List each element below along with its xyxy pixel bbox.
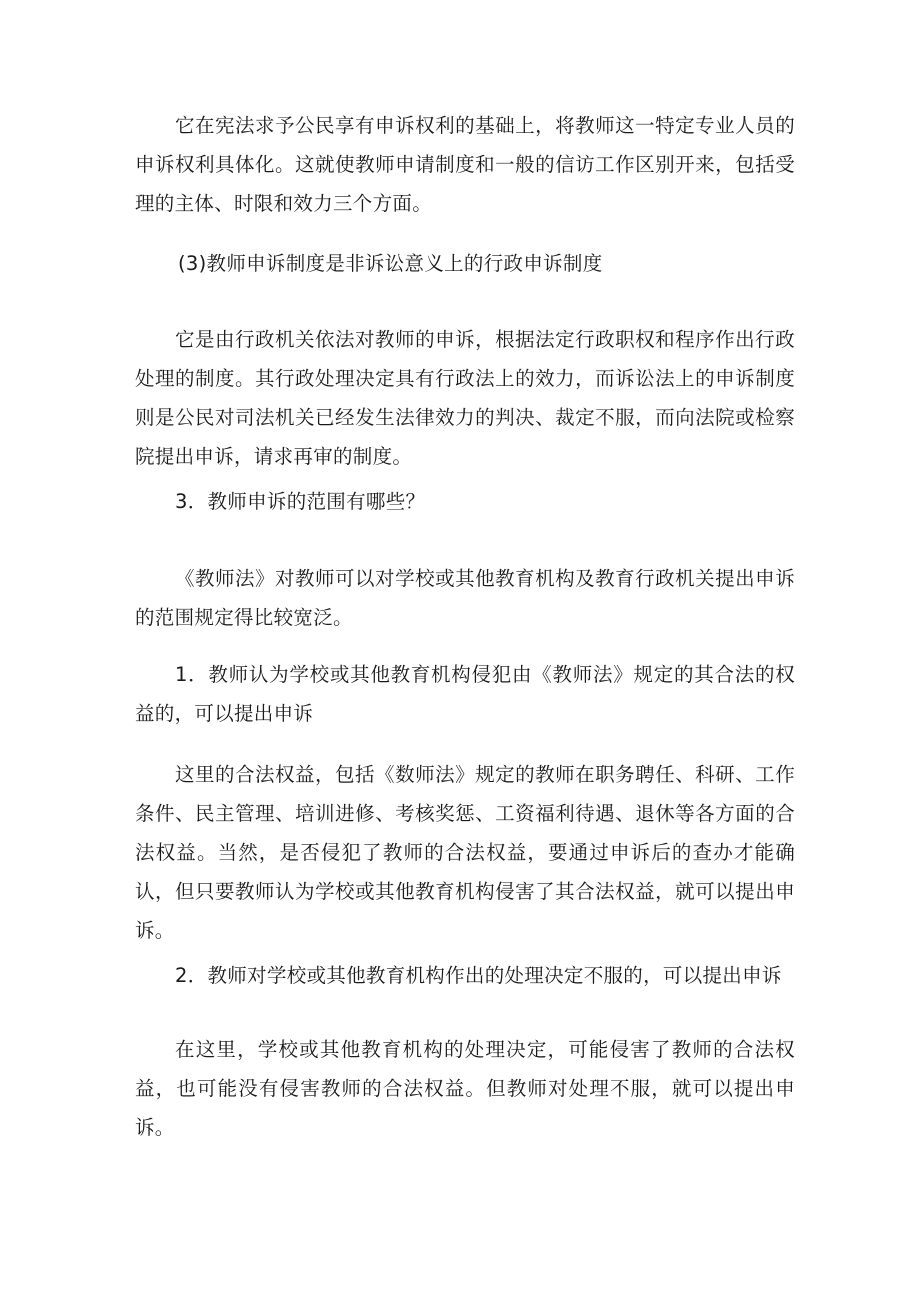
paragraph-scope: 《教师法》对教师可以对学校或其他教育机构及教育行政机关提出申诉的范围规定得比较宽泛。 (135, 567, 795, 629)
heading-item-1: 1．教师认为学校或其他教育机构侵犯由《教师法》规定的其合法的权益的，可以提出申诉 (135, 663, 795, 725)
paragraph-legal-rights: 这里的合法权益，包括《数师法》规定的教师在职务聘任、科研、工作条件、民主管理、培训进修、考核奖惩、工资福利待遇、退休等各方面的合法权益。当然，是否侵犯了教师的合法权益，要通过申诉后的查办才能确认，但只要教师认为学校或其他教育机构侵害了其合法权益，就可以提出申诉。 (135, 763, 795, 942)
paragraph-intro: 它在宪法求予公民享有申诉权利的基础上，将教师这一特定专业人员的申诉权利具体化。这就使教师申请制度和一般的信访工作区别开来，包括受理的主体、时限和效力三个方面。 (135, 114, 795, 215)
paragraph-decision: 在这里，学校或其他教育机构的处理决定，可能侵害了教师的合法权益，也可能没有侵害教师的合法权益。但教师对处理不服，就可以提出申诉。 (135, 1038, 795, 1139)
paragraph-administrative-appeal: 它是由行政机关依法对教师的申诉，根据法定行政职权和程序作出行政处理的制度。其行政处理决定具有行政法上的效力，而诉讼法上的申诉制度则是公民对司法机关已经发生法律效力的判决、裁定不服，而向法院或检察院提出申诉，请求再审的制度。 (135, 328, 795, 468)
heading-item-2: 2．教师对学校或其他教育机构作出的处理决定不服的，可以提出申诉 (175, 964, 782, 987)
heading-section-3: (3)教师申诉制度是非诉讼意义上的行政申诉制度 (178, 252, 603, 275)
heading-question-3: 3．教师申诉的范围有哪些？ (175, 490, 426, 513)
